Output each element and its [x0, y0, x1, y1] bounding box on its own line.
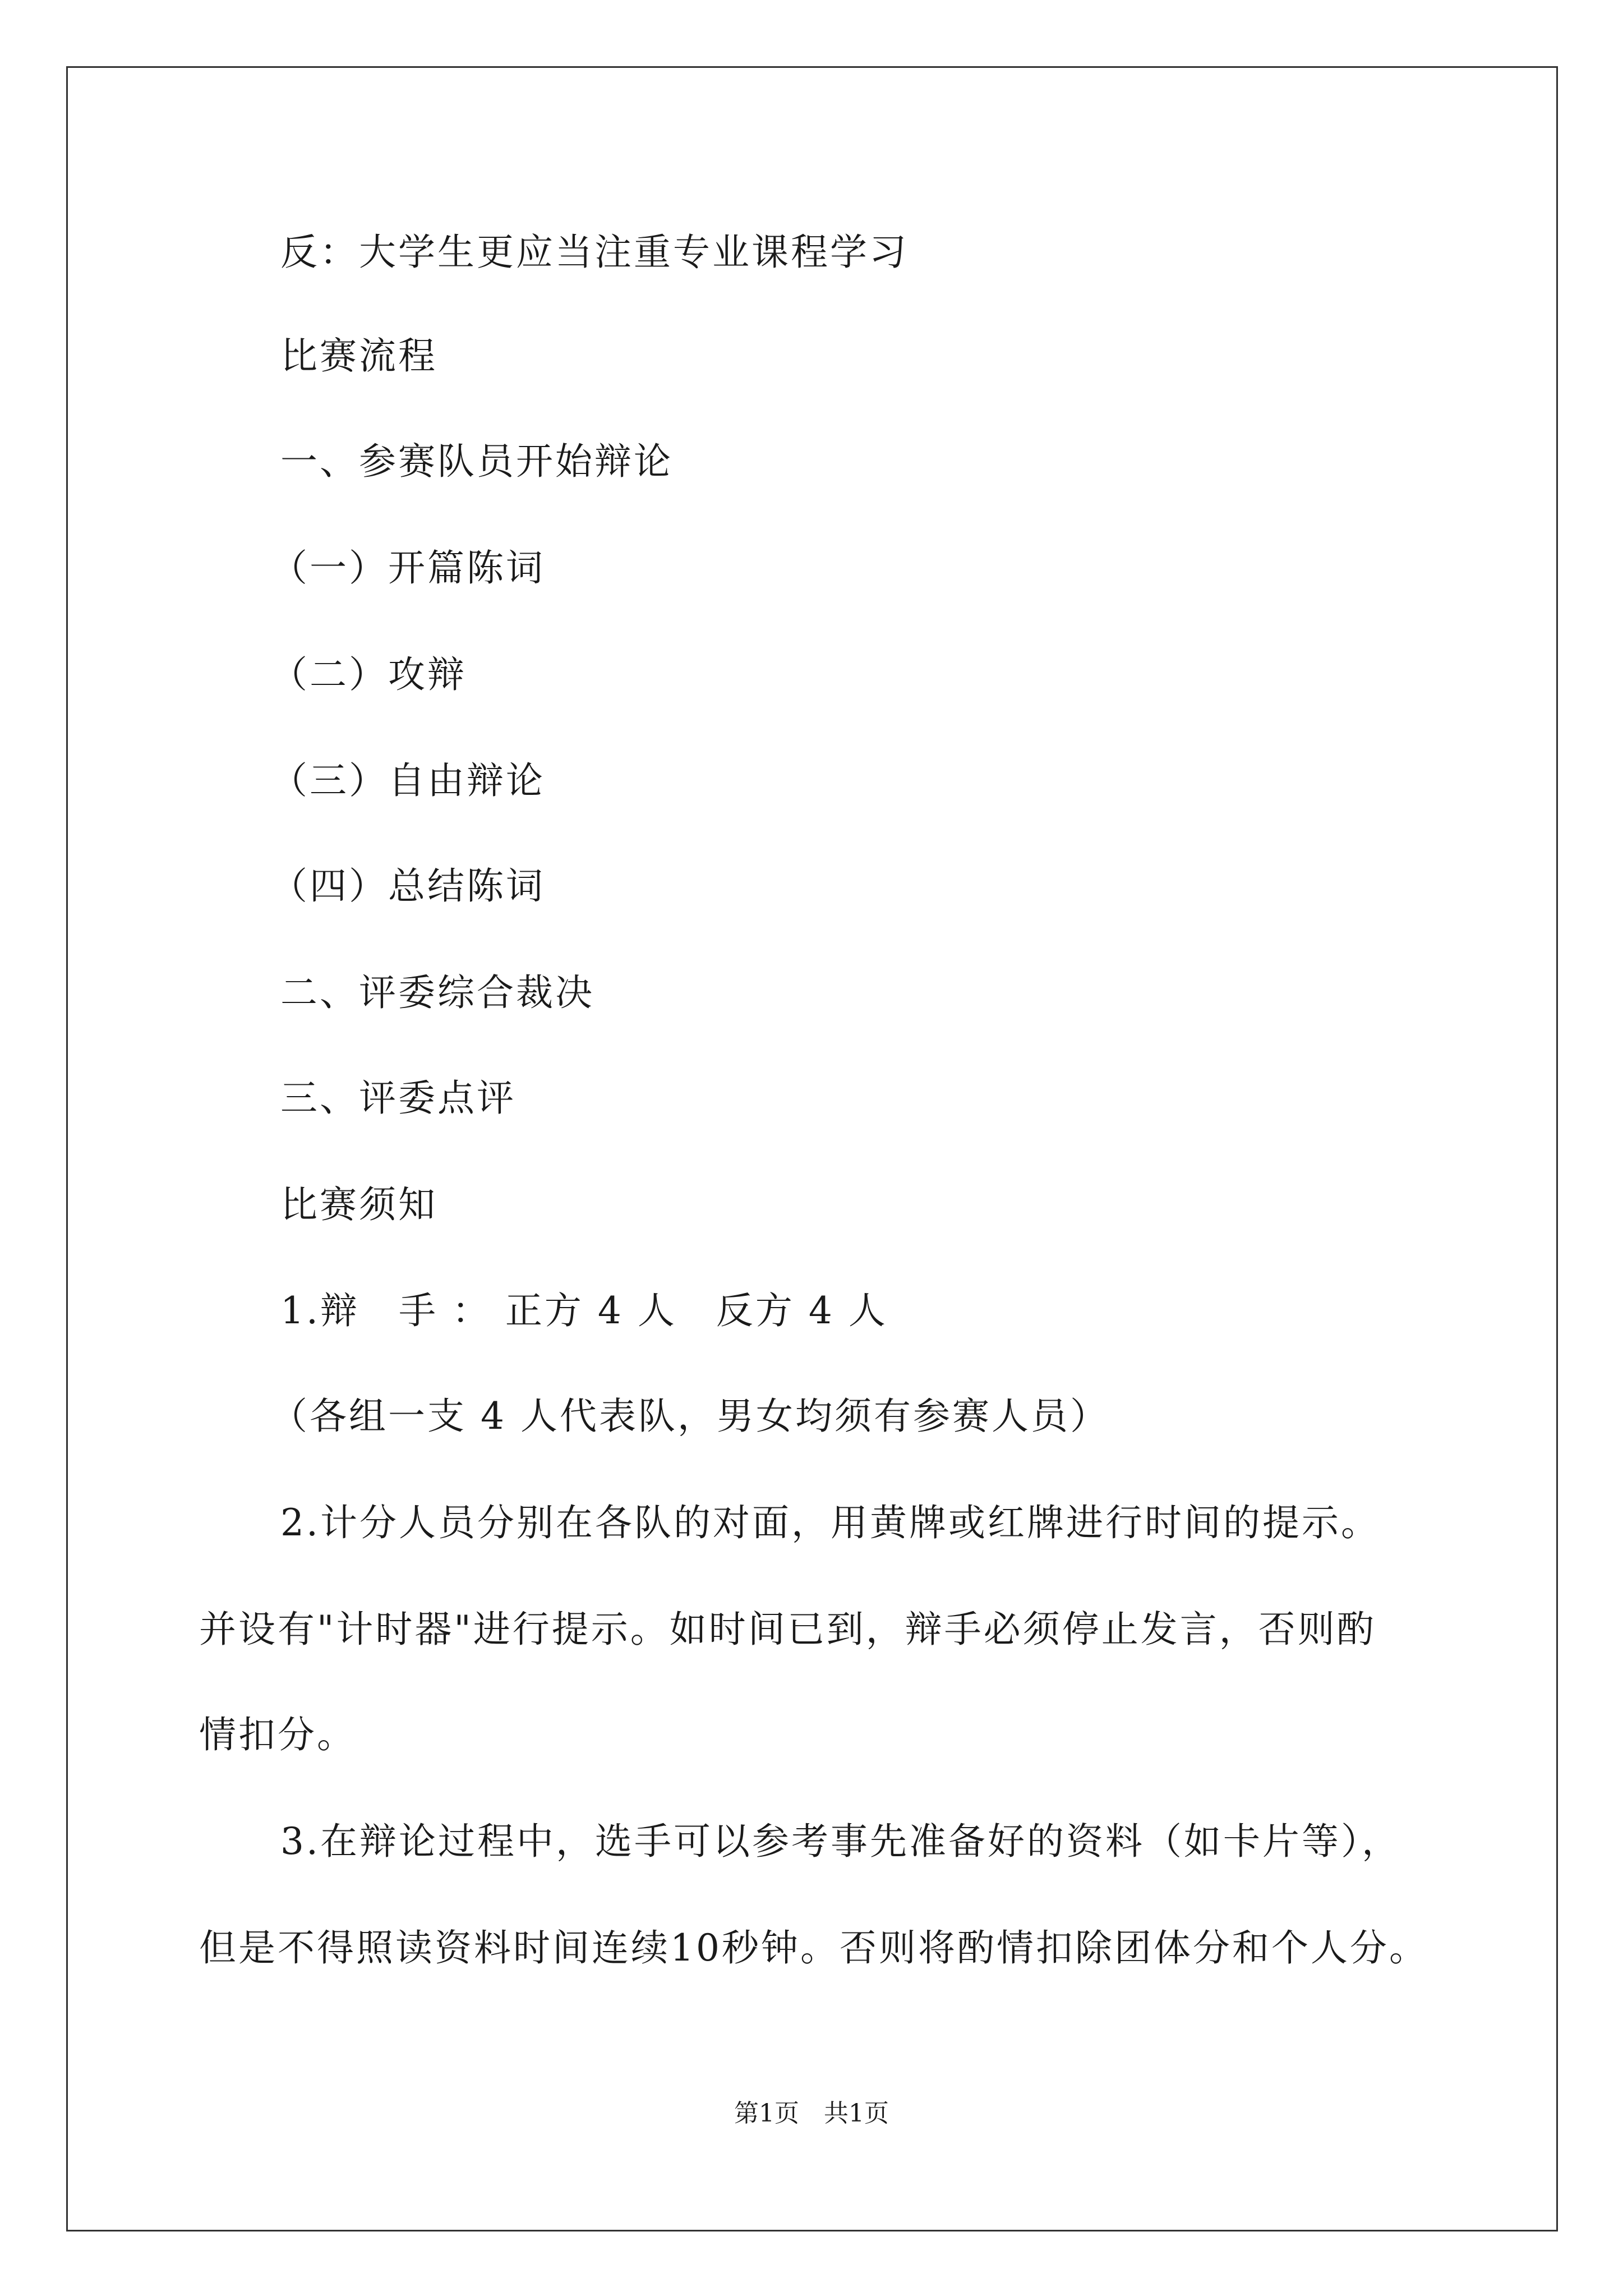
rule-debaters: 1.辩 手 ： 正方 4 人 反方 4 人: [280, 1289, 888, 1332]
rule-timekeeping-line2: 并设有"计时器"进行提示。如时间已到，辩手必须停止发言，否则酌: [199, 1608, 1376, 1651]
list-item-judges-ruling: 二、评委综合裁决: [280, 971, 594, 1014]
list-item-opening-statement: （一）开篇陈词: [270, 546, 545, 590]
list-item-free-debate: （三）自由辩论: [270, 759, 545, 802]
section-heading-competition-rules: 比赛须知: [280, 1183, 437, 1226]
rule-materials-line2: 但是不得照读资料时间连续10秒钟。否则将酌情扣除团体分和个人分。: [199, 1926, 1428, 1970]
page-border: [66, 66, 1558, 2231]
rule-timekeeping-line3: 情扣分。: [199, 1713, 356, 1756]
list-item-judges-comments: 三、评委点评: [280, 1076, 516, 1120]
rule-materials-line1: 3.在辩论过程中，选手可以参考事先准备好的资料（如卡片等），: [280, 1820, 1401, 1863]
section-heading-competition-process: 比赛流程: [280, 334, 437, 378]
text-line-opposing-view: 反：大学生更应当注重专业课程学习: [280, 231, 909, 274]
rule-team-composition: （各组一支 4 人代表队，男女均须有参赛人员）: [270, 1395, 1109, 1438]
list-item-debate-start: 一、参赛队员开始辩论: [280, 440, 673, 483]
rule-timekeeping-line1: 2.计分人员分别在各队的对面，用黄牌或红牌进行时间的提示。: [280, 1501, 1380, 1544]
list-item-cross-examination: （二）攻辩: [270, 653, 467, 696]
page-number-footer: 第1页 共1页: [734, 2099, 889, 2128]
list-item-closing-statement: （四）总结陈词: [270, 864, 545, 908]
